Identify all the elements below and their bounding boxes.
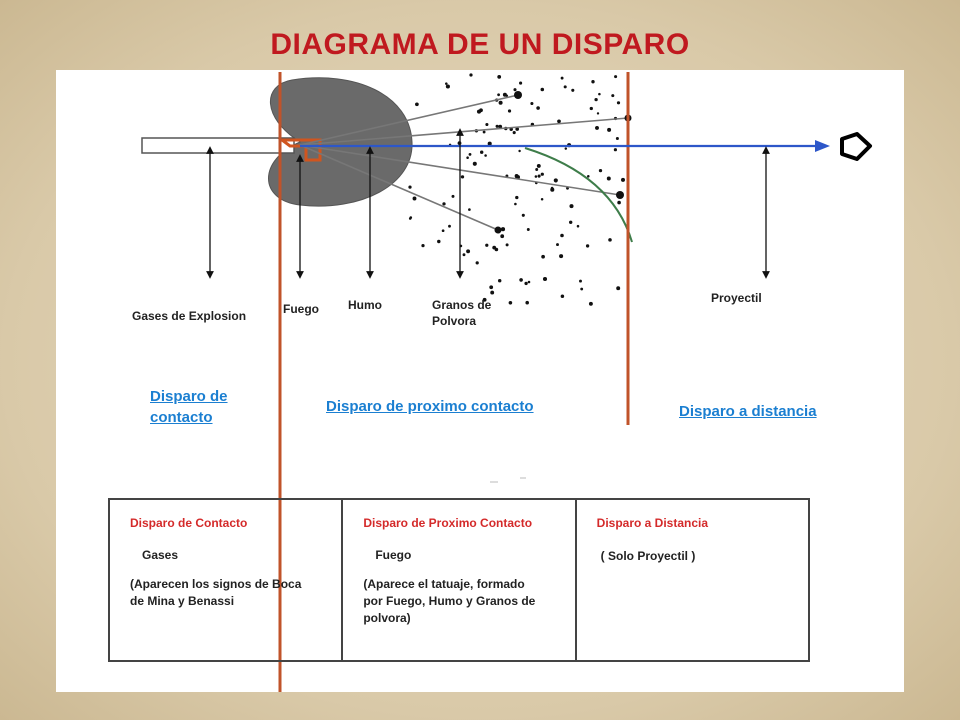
powder-grain [587, 175, 590, 178]
powder-grain [599, 169, 602, 172]
powder-grain [442, 229, 445, 232]
powder-grain [421, 244, 424, 247]
cell-description [363, 576, 560, 627]
zone-contacto-line1: Disparo de [150, 388, 228, 405]
powder-grain [485, 244, 488, 247]
label-proyectil: Proyectil [711, 291, 762, 305]
powder-grain [415, 102, 419, 106]
powder-grain [513, 131, 516, 134]
powder-grain [595, 126, 599, 130]
powder-grain [525, 301, 529, 305]
powder-grain [577, 225, 580, 228]
powder-grain [489, 285, 493, 289]
powder-grain [477, 110, 481, 114]
powder-grain [437, 240, 440, 243]
label-granos-line1: Granos de [432, 298, 492, 312]
powder-grain [561, 294, 565, 298]
powder-grain [500, 234, 504, 238]
powder-grain [608, 238, 612, 242]
powder-grain [513, 88, 516, 91]
powder-grain [579, 280, 582, 283]
cell-desc-line: (Aparece el tatuaje, formado [363, 577, 525, 591]
powder-grain [556, 243, 559, 246]
powder-grain [554, 178, 558, 182]
powder-grain [446, 84, 450, 88]
projectile-arrowhead [815, 140, 830, 152]
powder-grain [408, 185, 411, 188]
powder-grain [528, 281, 531, 284]
powder-grain [614, 75, 617, 78]
powder-grain [492, 246, 496, 250]
powder-grain [448, 225, 451, 228]
powder-grain [535, 175, 538, 178]
powder-grain [524, 282, 527, 285]
powder-grain [543, 277, 547, 281]
powder-grain [522, 214, 525, 217]
powder-grain [519, 82, 522, 85]
cell-desc-line: polvora) [363, 611, 411, 625]
label-granos-line2: Polvora [432, 314, 477, 328]
summary-table [108, 498, 810, 662]
zone-proximo: Disparo de proximo contacto [326, 398, 534, 415]
table-cell-distancia [576, 499, 809, 661]
gun-barrel [142, 138, 294, 153]
powder-grain [538, 175, 541, 178]
powder-grain [466, 249, 470, 253]
powder-grain [468, 208, 471, 211]
powder-grain [490, 291, 494, 295]
powder-grain [621, 178, 625, 182]
cell-title: Disparo de Proximo Contacto [363, 516, 533, 530]
powder-grain [476, 261, 479, 264]
powder-grain [616, 137, 619, 140]
powder-grain [473, 162, 477, 166]
powder-grain [497, 75, 501, 79]
powder-grain [561, 77, 564, 80]
powder-grain [569, 204, 573, 208]
powder-grain [480, 151, 483, 154]
powder-grain [535, 168, 538, 171]
powder-grain [518, 150, 520, 152]
page-title: DIAGRAMA DE UN DISPARO [270, 28, 690, 61]
powder-grain [591, 80, 594, 83]
cell-description [601, 548, 794, 565]
powder-grain [541, 255, 545, 259]
powder-grain [594, 98, 597, 101]
powder-grain [497, 93, 500, 96]
cell-desc-line: por Fuego, Humo y Granos de [363, 594, 536, 608]
powder-grain [452, 195, 455, 198]
powder-grain [541, 198, 544, 201]
powder-grain [590, 107, 593, 110]
powder-grain [597, 112, 599, 114]
powder-grain [607, 177, 611, 181]
label-granos [432, 297, 491, 329]
powder-grain [611, 94, 614, 97]
powder-grain [589, 302, 593, 306]
powder-grain [499, 101, 503, 105]
powder-grain [580, 288, 583, 291]
powder-grain [617, 201, 621, 205]
powder-grain [514, 203, 517, 206]
powder-grain [469, 73, 472, 76]
powder-grain [586, 244, 589, 247]
powder-grain [559, 254, 563, 258]
powder-grain [413, 197, 417, 201]
powder-grain [616, 286, 620, 290]
powder-grain [537, 164, 541, 168]
zone-contacto-line2: contacto [150, 409, 213, 426]
powder-grain [484, 154, 487, 157]
powder-grain [496, 125, 499, 128]
cell-subtitle: Gases [142, 548, 179, 562]
cell-desc-line: de Mina y Benassi [130, 594, 235, 608]
powder-grain [485, 123, 488, 126]
zone-distancia: Disparo a distancia [679, 403, 817, 420]
table-cell-contacto [109, 499, 342, 661]
powder-grain [565, 147, 567, 149]
cell-desc-line: (Aparecen los signos de Boca [130, 577, 302, 591]
powder-grain [509, 301, 513, 305]
powder-grain [541, 173, 544, 176]
powder-grain [506, 243, 509, 246]
cell-title: Disparo a Distancia [596, 516, 709, 530]
cell-desc-line: ( Solo Proyectil ) [600, 549, 696, 563]
powder-grain [536, 106, 540, 110]
powder-grain [501, 227, 505, 231]
powder-grain [498, 279, 501, 282]
cell-title: Disparo de Contacto [130, 516, 248, 530]
powder-grain [564, 85, 567, 88]
powder-grain [445, 82, 448, 85]
powder-grain [466, 156, 469, 159]
powder-grain [519, 278, 523, 282]
powder-grain [483, 131, 486, 134]
powder-grain [410, 216, 413, 219]
projectile-icon [842, 134, 870, 159]
powder-grain [614, 148, 617, 151]
powder-grain [541, 88, 545, 92]
powder-grain [598, 93, 601, 96]
cell-subtitle: Fuego [375, 548, 412, 562]
table-row [109, 499, 809, 661]
table-cell-proximo [342, 499, 575, 661]
powder-grain [515, 196, 518, 199]
powder-grain [569, 221, 572, 224]
powder-grain [560, 234, 564, 238]
zone-contacto [150, 386, 228, 428]
powder-grain [617, 101, 620, 104]
powder-grain [503, 93, 507, 97]
powder-grain [463, 253, 466, 256]
powder-grain [469, 153, 472, 156]
powder-grain [461, 175, 464, 178]
label-fuego: Fuego [283, 302, 319, 316]
powder-grain [508, 109, 511, 112]
powder-grain [571, 89, 574, 92]
powder-grain [530, 102, 533, 105]
powder-grain [442, 202, 445, 205]
label-humo: Humo [348, 298, 382, 312]
faint-marks [490, 478, 526, 482]
powder-grain [557, 119, 561, 123]
powder-grains [408, 73, 625, 305]
cell-description [130, 576, 327, 610]
powder-grain [551, 187, 554, 190]
powder-grain [607, 128, 611, 132]
powder-grain [527, 228, 530, 231]
label-gases: Gases de Explosion [132, 309, 247, 323]
